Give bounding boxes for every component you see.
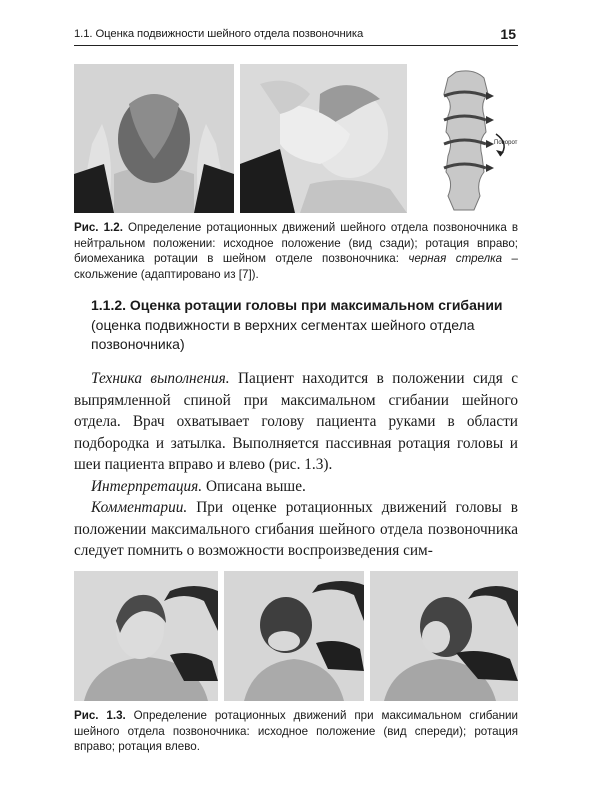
rotation-label: Поворот — [494, 140, 518, 146]
paragraph-comments — [74, 497, 518, 562]
interpretation-text: Описана выше. — [202, 477, 306, 495]
figure-1-3-label: Рис. 1.3. — [74, 709, 126, 722]
photo-flexion-rotation-left — [370, 571, 518, 701]
comments-text: При оценке ротационных движений головы в положении максимального сгибания шейного отдела позвоночника следует помнить о возможности воспроизведения сим- — [74, 499, 518, 559]
photo-flexion-front-view — [74, 571, 218, 701]
section-title: 1.1.2. Оценка ротации головы при максимальном сгибании — [91, 297, 503, 313]
running-header — [74, 25, 518, 46]
figure-1-2-italic: черная стрелка — [408, 252, 503, 266]
figure-1-3-text: Определение ротационных движений при максимальном сгибании шейного отдела позвоночника: исходное положение (вид спереди); ротация вправо; ротация влево. — [74, 709, 518, 754]
figure-1-3-caption — [74, 708, 518, 755]
figure-1-2-text-1: Определение ротационных движений шейного отдела позвоночника в нейтральном положении: исходное положение (вид сзади); ротация вправо; биомеханика ротации в шейном отделе позвоночника: — [74, 221, 518, 266]
section-subtitle: (оценка подвижности в верхних сегментах шейного отдела позвоночника) — [91, 316, 475, 352]
paragraph-interpretation — [74, 476, 518, 498]
spine-rotation-diagram — [414, 64, 518, 213]
photo-neutral-back-view — [74, 64, 234, 213]
comments-label: Комментарии. — [91, 499, 188, 516]
paragraph-technique — [74, 368, 518, 476]
photo-rotation-right — [240, 64, 407, 213]
technique-text: Пациент находится в положении сидя с выпрямленной спиной при максимальном сгибании шейного отдела. Врач охватывает голову пациента руками в области подбородка и затылка. Выполняется пассивная ротация головы и шеи пациента вправо и влево (рис. 1.3). — [74, 370, 518, 473]
technique-label: Техника выполнения. — [91, 370, 230, 387]
page-number: 15 — [500, 26, 516, 42]
photo-flexion-rotation-right — [224, 571, 364, 701]
section-heading — [91, 296, 521, 355]
figure-1-2-text-2: – скольжение (адаптировано из [7]). — [74, 252, 519, 281]
running-title: 1.1. Оценка подвижности шейного отдела позвоночника — [74, 28, 364, 40]
interpretation-label: Интерпретация. — [91, 477, 203, 495]
figure-1-2-caption — [74, 220, 518, 282]
figure-1-2-label: Рис. 1.2. — [74, 221, 123, 234]
body-text — [74, 368, 518, 562]
